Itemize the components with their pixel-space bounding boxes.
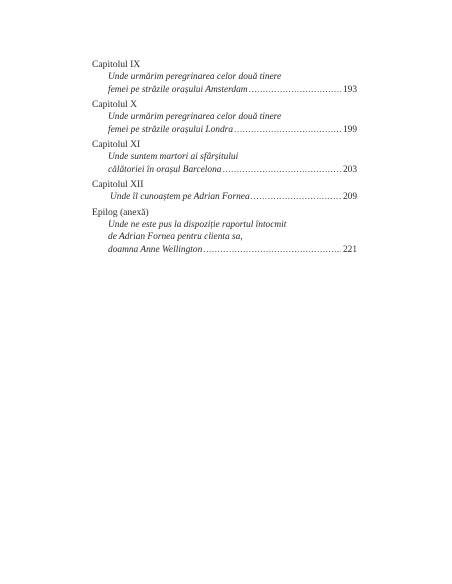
chapter-description: [110, 191, 357, 204]
chapter-heading: Epilog (anexă): [92, 206, 149, 218]
description-line: de Adrian Fornea pentru clienta sa,: [108, 232, 243, 242]
chapter-description: [108, 71, 357, 96]
table-of-contents: [92, 58, 357, 258]
page-number: 221: [342, 244, 357, 255]
description-line: Unde suntem martori ai sfârșitului: [108, 152, 239, 162]
chapter-description: [108, 111, 357, 136]
description-line: Unde urmărim peregrinarea celor două tinere: [108, 72, 282, 82]
toc-section-chapter-12: [92, 178, 357, 204]
description-text: călătoriei în orașul Barcelona: [108, 164, 222, 175]
page-number: 193: [342, 84, 357, 95]
toc-section-chapter-11: [92, 138, 357, 176]
page-number: 199: [342, 124, 357, 135]
dot-leader: [249, 84, 341, 97]
page-number: 209: [342, 192, 357, 202]
description-text: doamna Anne Wellington: [108, 244, 203, 255]
description-last-line: [108, 244, 357, 257]
description-last-line: [108, 164, 357, 177]
dot-leader: [222, 164, 340, 177]
chapter-description: [108, 219, 357, 257]
description-line: Unde urmărim peregrinarea celor două tinere: [108, 112, 282, 122]
dot-leader: [251, 191, 341, 204]
toc-section-chapter-9: [92, 58, 357, 96]
description-last-line: [108, 84, 357, 97]
chapter-description: [108, 151, 357, 176]
toc-section-chapter-10: [92, 98, 357, 136]
chapter-heading: Capitolul X: [92, 99, 138, 110]
description-text: Unde îl cunoaștem pe Adrian Fornea: [110, 192, 250, 202]
chapter-heading: Capitolul XI: [92, 139, 141, 150]
description-text: femei pe străzile orașului Amsterdam: [108, 84, 248, 95]
chapter-heading: Capitolul XII: [92, 179, 144, 190]
dot-leader: [234, 124, 341, 137]
description-line: Unde ne este pus la dispoziție raportul întocmit: [108, 219, 287, 230]
description-last-line: [108, 124, 357, 137]
dot-leader: [203, 244, 341, 257]
chapter-heading: Capitolul IX: [92, 59, 141, 70]
description-last-line: [110, 191, 357, 204]
toc-section-epilogue: [92, 206, 357, 257]
page-number: 203: [342, 164, 357, 175]
description-text: femei pe străzile orașului Londra: [108, 124, 234, 135]
